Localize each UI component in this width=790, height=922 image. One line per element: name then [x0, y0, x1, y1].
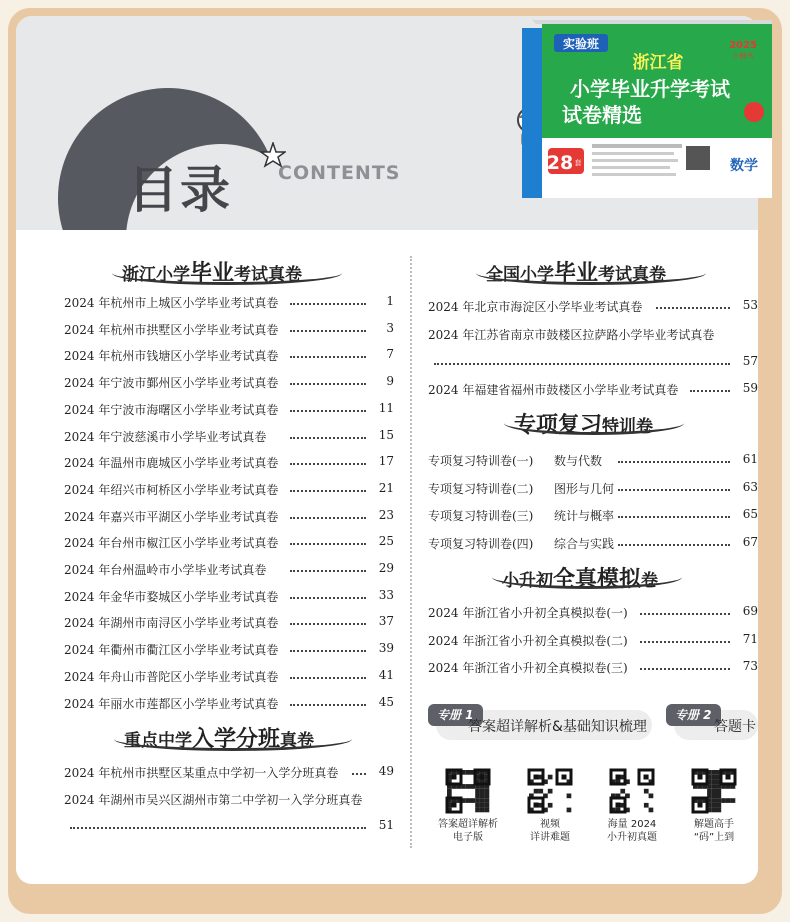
qr-code-caption: 海量 2024 小升初真题	[607, 819, 657, 843]
cover-count: 28	[546, 152, 574, 174]
toc-entry-page: 29	[378, 561, 394, 575]
leader-dots	[290, 330, 366, 332]
toc-entry-page: 65	[742, 507, 758, 521]
toc-entry	[64, 454, 394, 471]
toc-entry-title: 2024 年浙江省小升初全真模拟卷(二)	[428, 633, 628, 648]
leader-dots	[290, 490, 366, 492]
toc-entry-title: 专项复习特训卷(四)	[428, 536, 534, 551]
leader-dots	[290, 650, 366, 652]
leader-dots	[290, 463, 366, 465]
toc-entry-title: 2024 年丽水市莲都区小学毕业考试真卷	[64, 696, 279, 711]
cover-title-line2: 试卷精选	[562, 103, 642, 127]
leader-dots	[618, 516, 730, 518]
toc-entry	[64, 534, 394, 551]
toc-entry	[64, 428, 394, 445]
toc-entry-page: 51	[378, 818, 394, 832]
toc-entry-page: 7	[386, 347, 394, 362]
svg-text:小蜂鸟: 小蜂鸟	[732, 52, 754, 60]
leader-dots	[290, 597, 366, 599]
section-title-national-exams: 全国小学毕业考试真卷	[486, 261, 667, 286]
toc-entry-title: 2024 年宁波慈溪市小学毕业考试真卷	[64, 429, 267, 444]
leader-dots	[290, 383, 366, 385]
leader-dots	[290, 704, 366, 706]
star-icon	[260, 142, 286, 168]
toc-entry-page: 63	[742, 479, 758, 494]
toc-entry	[64, 347, 394, 364]
toc-entry	[64, 481, 394, 498]
qr-code-icon[interactable]	[445, 768, 491, 814]
toc-entry	[428, 326, 758, 343]
toc-entry	[428, 480, 758, 497]
toc-entry-page: 3	[386, 320, 394, 335]
toc-entry-title: 2024 年嘉兴市平湖区小学毕业考试真卷	[64, 509, 279, 524]
toc-entry-page: 15	[378, 427, 394, 442]
leader-dots	[618, 461, 730, 463]
leader-dots	[290, 517, 366, 519]
leader-dots	[618, 544, 730, 546]
toc-entry-title: 专项复习特训卷(二)	[428, 481, 534, 496]
cover-province: 浙江省	[632, 53, 684, 73]
toc-entry-page: 71	[742, 631, 758, 646]
toc-entry-page: 41	[378, 667, 394, 682]
toc-entry-page: 73	[742, 659, 758, 673]
toc-entry	[428, 659, 758, 676]
toc-entry-title: 2024 年温州市鹿城区小学毕业考试真卷	[64, 456, 279, 471]
toc-entry-title: 2024 年宁波市海曙区小学毕业考试真卷	[64, 402, 279, 417]
toc-entry	[64, 764, 394, 781]
toc-entry-title: 2024 年衢州市衢江区小学毕业考试真卷	[64, 643, 279, 658]
toc-entry	[428, 452, 758, 469]
toc-entry	[428, 507, 758, 524]
cover-year: 2025	[729, 40, 757, 51]
toc-entry	[64, 374, 394, 391]
leader-dots	[690, 390, 730, 392]
toc-entry	[64, 641, 394, 658]
leader-dots	[290, 303, 366, 305]
section-title-mock-exams: 小升初全真模拟卷	[502, 567, 659, 592]
toc-entry-title: 2024 年福建省福州市鼓楼区小学毕业考试真卷	[428, 383, 679, 397]
toc-entry-page: 17	[378, 454, 394, 469]
toc-entry-title: 2024 年浙江省小升初全真模拟卷(一)	[428, 606, 628, 620]
section-title-zhejiang-exams: 浙江小学毕业考试真卷	[122, 261, 303, 286]
qr-code-icon[interactable]	[691, 768, 737, 814]
toc-entry	[64, 401, 394, 418]
booklet-1-label: 答案超详解析&基础知识梳理	[468, 719, 647, 735]
toc-entry	[64, 588, 394, 605]
toc-entry-title: 2024 年北京市海淀区小学毕业考试真卷	[428, 300, 643, 314]
leader-dots	[656, 307, 730, 309]
booklet-2-tag: 专册 2	[666, 704, 721, 726]
toc-entry	[64, 614, 394, 631]
booklet-2-label: 答题卡	[714, 719, 756, 735]
toc-entry	[64, 294, 394, 311]
leader-dots	[618, 489, 730, 491]
section-title-placement-exams: 重点中学入学分班真卷	[124, 727, 315, 752]
toc-entry-title: 2024 年湖州市南浔区小学毕业考试真卷	[64, 616, 279, 631]
toc-entry-page: 57	[742, 354, 758, 368]
leader-dots	[290, 437, 366, 439]
toc-entry	[428, 298, 758, 315]
booklet-1-tag: 专册 1	[428, 704, 483, 726]
toc-entry-title: 2024 年湖州市吴兴区湖州市第二中学初一入学分班真卷	[64, 793, 363, 807]
toc-entry-title: 2024 年台州市椒江区小学毕业考试真卷	[64, 536, 279, 551]
toc-entry	[64, 321, 394, 338]
toc-entry	[64, 668, 394, 685]
section-title-special-review: 专项复习特训卷	[514, 413, 654, 438]
leader-dots	[290, 543, 366, 545]
qr-code-caption: 视频 详讲难题	[530, 819, 570, 843]
toc-entry-title: 专项复习特训卷(一)	[428, 454, 534, 468]
toc-entry	[428, 381, 758, 398]
cover-subject: 数学	[730, 158, 758, 174]
toc-entry	[428, 604, 758, 621]
leader-dots	[70, 827, 366, 829]
leader-dots	[640, 641, 730, 643]
toc-entry-title: 专项复习特训卷(三)	[428, 509, 534, 523]
toc-entry-page: 33	[378, 587, 394, 602]
leader-dots	[290, 570, 366, 572]
toc-entry-title: 2024 年浙江省小升初全真模拟卷(三)	[428, 661, 628, 675]
toc-entry	[428, 632, 758, 649]
toc-entry-topic: 图形与几何	[554, 481, 615, 496]
svg-text:套: 套	[574, 159, 582, 167]
toc-entry-page: 11	[378, 400, 394, 415]
toc-entry	[64, 791, 394, 808]
toc-entry-title: 2024 年杭州市上城区小学毕业考试真卷	[64, 296, 279, 310]
qr-code-caption: 答案超详解析 电子版	[438, 819, 498, 843]
qr-code-icon[interactable]	[527, 768, 573, 814]
toc-entry-title: 2024 年舟山市普陀区小学毕业考试真卷	[64, 669, 279, 684]
toc-entry-page: 45	[378, 694, 394, 709]
qr-code-icon[interactable]	[609, 768, 655, 814]
column-divider	[410, 256, 412, 848]
toc-entry-title: 2024 年绍兴市柯桥区小学毕业考试真卷	[64, 482, 279, 497]
leader-dots	[434, 363, 730, 365]
toc-entry-page: 37	[378, 614, 394, 629]
leader-dots	[290, 410, 366, 412]
toc-entry-title: 2024 年江苏省南京市鼓楼区拉萨路小学毕业考试真卷	[428, 328, 715, 342]
toc-entry-title: 2024 年台州温岭市小学毕业考试真卷	[64, 563, 267, 577]
toc-entry-title: 2024 年杭州市拱墅区某重点中学初一入学分班真卷	[64, 766, 339, 780]
toc-entry-title: 2024 年杭州市钱塘区小学毕业考试真卷	[64, 349, 279, 364]
toc-entry-page: 67	[742, 534, 758, 549]
toc-entry-title: 2024 年宁波市鄞州区小学毕业考试真卷	[64, 376, 279, 391]
toc-entry-topic: 统计与概率	[554, 509, 615, 523]
toc-entry-page: 49	[378, 764, 394, 778]
toc-entry-page: 53	[742, 298, 758, 312]
toc-entry-title: 2024 年杭州市拱墅区小学毕业考试真卷	[64, 322, 279, 337]
toc-entry	[428, 535, 758, 552]
toc-entry-page: 39	[378, 641, 394, 656]
leader-dots	[640, 613, 730, 615]
page-title: 目录	[128, 161, 232, 219]
toc-entry	[64, 561, 394, 578]
leader-dots	[640, 668, 730, 670]
leader-dots	[290, 623, 366, 625]
toc-entry	[64, 695, 394, 712]
toc-entry-page: 25	[378, 534, 394, 549]
qr-code-caption: 解题高手 “码”上到	[693, 819, 735, 843]
toc-entry-page: 21	[378, 480, 394, 495]
toc-entry-topic: 数与代数	[554, 454, 603, 468]
toc-entry	[64, 508, 394, 525]
booklet-1	[436, 710, 652, 740]
cover-badge: 实验班	[562, 37, 600, 51]
toc-entry-page: 23	[378, 507, 394, 522]
toc-entry-page: 69	[742, 604, 758, 618]
page-subtitle: CONTENTS	[278, 162, 401, 184]
toc-entry-page: 61	[742, 452, 758, 466]
book-cover-image	[518, 20, 772, 198]
leader-dots	[290, 356, 366, 358]
booklet-2	[674, 710, 758, 740]
toc-entry-page: 59	[742, 381, 758, 395]
leader-dots	[290, 677, 366, 679]
cover-title-line1: 小学毕业升学考试	[570, 77, 730, 101]
toc-entry-topic: 综合与实践	[554, 536, 615, 551]
leader-dots	[352, 773, 366, 775]
toc-entry-page: 1	[386, 294, 394, 308]
toc-entry-title: 2024 年金华市婺城区小学毕业考试真卷	[64, 589, 279, 604]
toc-entry-page: 9	[386, 374, 394, 389]
